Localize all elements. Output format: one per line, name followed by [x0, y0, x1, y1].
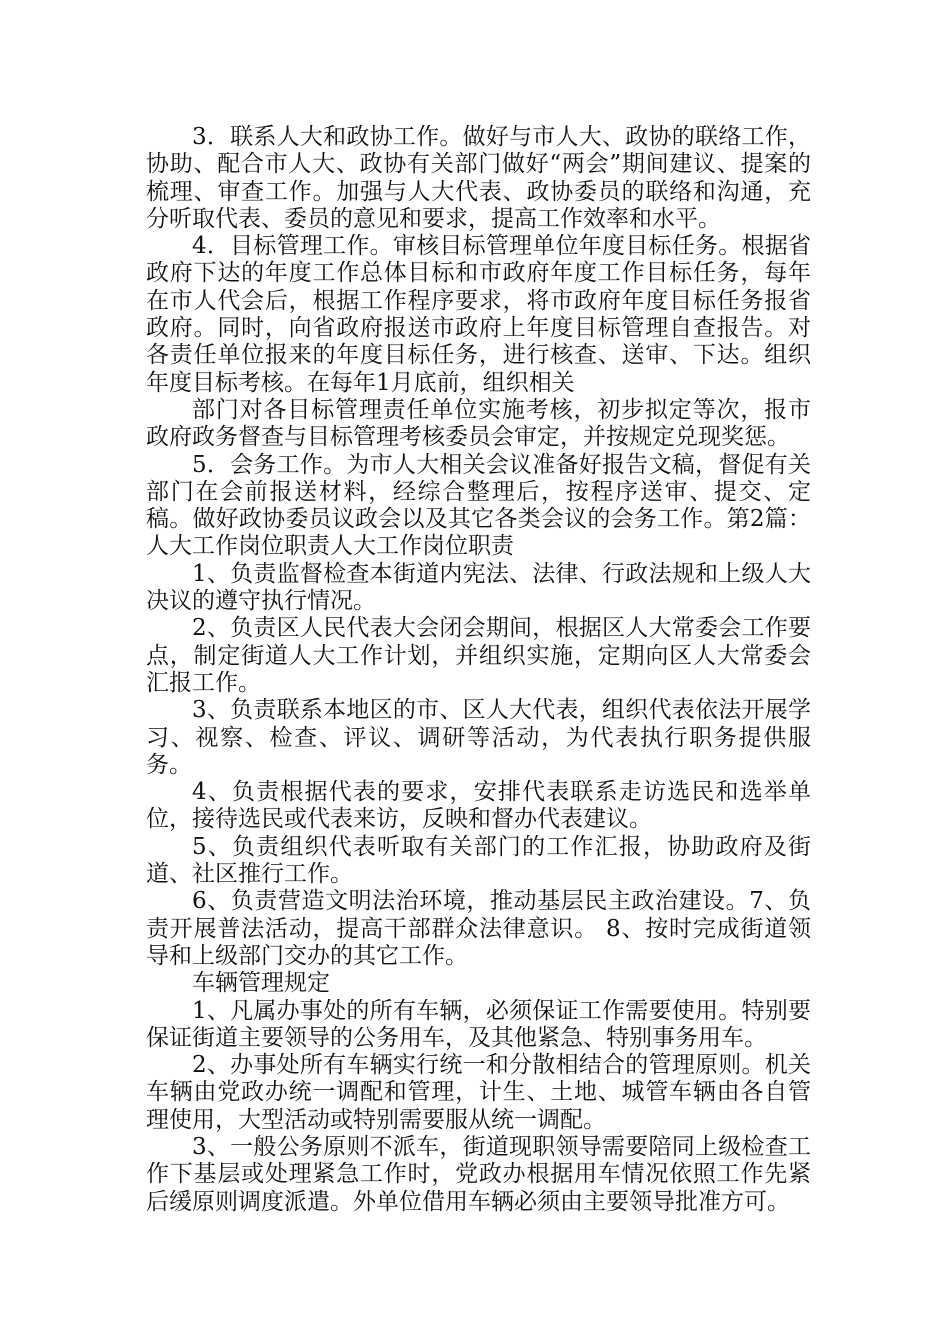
paragraph-vehicle-rule-3: 3、一般公务原则不派车，街道现职领导需要陪同上级检查工作下基层或处理紧急工作时，党政办根据用车情况依照工作先紧后缓原则调度派遣。外单位借用车辆必须由主要领导批准方可。 — [146, 1133, 811, 1215]
paragraph-target-management: 4．目标管理工作。审核目标管理单位年度目标任务。根据省政府下达的年度工作总体目标和市政府年度工作目标任务，每年在市人代会后，根据工作程序要求，将市政府年度目标任务报省政府。同时，向省政府报送市政府上年度目标管理自查报告。对各责任单位报来的年度目标任务，进行核查、送审、下达。组织年度目标考核。在每年1月底前，组织相关 — [146, 233, 811, 396]
paragraph-duty-6-8: 6、负责营造文明法治环境，推动基层民主政治建设。7、负责开展普法活动，提高干部群众法律意识。 8、按时完成街道领导和上级部门交办的其它工作。 — [146, 888, 811, 969]
paragraph-conference-affairs: 5．会务工作。为市人大相关会议准备好报告文稿，督促有关部门在会前报送材料，经综合整理后，按程序送审、提交、定稿。做好政协委员议政会以及其它各类会议的会务工作。第2篇：人大工作岗位职责人大工作岗位职责 — [146, 451, 811, 560]
paragraph-vehicle-rule-1: 1、凡属办事处的所有车辆，必须保证工作需要使用。特别要保证街道主要领导的公务用车，及其他紧急、特别事务用车。 — [146, 997, 811, 1051]
document-body — [146, 124, 811, 1216]
section-heading-vehicle-rules: 车辆管理规定 — [192, 970, 330, 997]
paragraph-duty-2: 2、负责区人民代表大会闭会期间，根据区人大常委会工作要点，制定街道人大工作计划，并组织实施，定期向区人大常委会汇报工作。 — [146, 615, 811, 696]
paragraph-liaison-npc-cppcc: 3．联系人大和政协工作。做好与市人大、政协的联络工作，协助、配合市人大、政协有关部门做好“两会”期间建议、提案的梳理、审查工作。加强与人大代表、政协委员的联络和沟通，充分听取代表、委员的意见和要求，提高工作效率和水平。 — [146, 124, 811, 232]
paragraph-duty-3: 3、负责联系本地区的市、区人大代表，组织代表依法开展学习、视察、检查、评议、调研等活动，为代表执行职务提供服务。 — [146, 697, 811, 778]
paragraph-duty-4: 4、负责根据代表的要求，安排代表联系走访选民和选举单位，接待选民或代表来访，反映和督办代表建议。 — [146, 779, 811, 833]
paragraph-target-assessment: 部门对各目标管理责任单位实施考核，初步拟定等次，报市政府政务督查与目标管理考核委员会审定，并按规定兑现奖惩。 — [146, 396, 811, 451]
paragraph-duty-5: 5、负责组织代表听取有关部门的工作汇报，协助政府及街道、社区推行工作。 — [146, 833, 811, 888]
paragraph-duty-1: 1、负责监督检查本街道内宪法、法律、行政法规和上级人大决议的遵守执行情况。 — [146, 560, 811, 615]
paragraph-vehicle-rule-2: 2、办事处所有车辆实行统一和分散相结合的管理原则。机关车辆由党政办统一调配和管理，计生、土地、城管车辆由各自管理使用，大型活动或特别需要服从统一调配。 — [146, 1052, 811, 1133]
